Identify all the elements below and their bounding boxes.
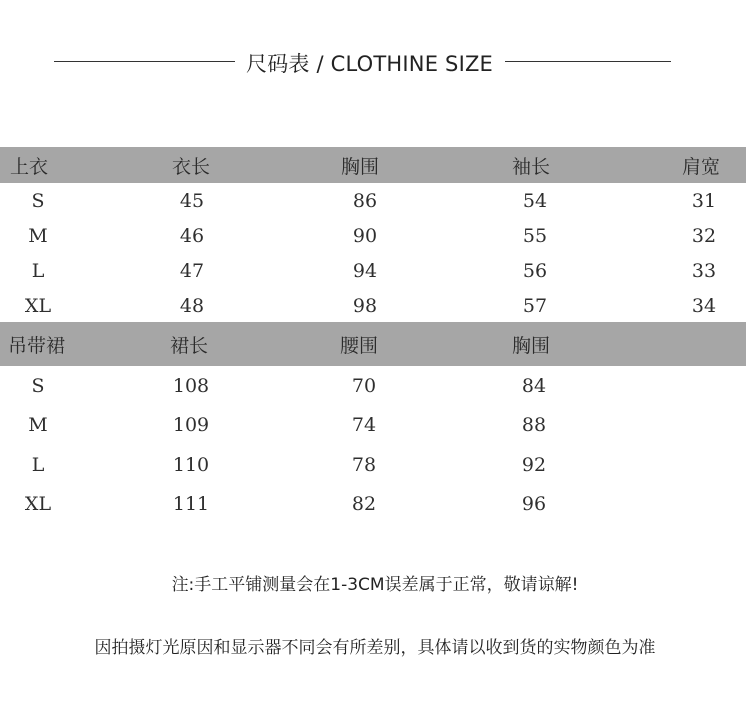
tops-header-category: 上衣 — [10, 155, 49, 178]
tops-header-length: 衣长 — [172, 155, 211, 178]
dress-header-length: 裙长 — [170, 334, 209, 357]
length-value: 110 — [172, 453, 210, 476]
table-row — [0, 183, 746, 218]
table-row — [0, 366, 746, 406]
size-label: XL — [24, 294, 52, 317]
tops-header-bust: 胸围 — [341, 155, 380, 178]
length-value: 46 — [179, 224, 205, 247]
size-chart-title: 尺码表 / CLOTHINE SIZE — [246, 52, 494, 76]
size-label: L — [31, 453, 45, 476]
waist-value: 78 — [351, 453, 377, 476]
size-label: L — [31, 259, 45, 282]
dress-size-table — [0, 322, 750, 524]
bust-value: 86 — [352, 189, 378, 212]
bust-value: 96 — [521, 493, 547, 516]
title-divider-left — [54, 61, 235, 62]
sleeve-value: 55 — [522, 224, 548, 247]
size-label: S — [31, 374, 45, 397]
tops-size-table — [0, 147, 750, 323]
tops-header-row — [0, 147, 746, 183]
bust-value: 92 — [521, 453, 547, 476]
size-label: M — [28, 414, 48, 437]
tops-header-sleeve: 袖长 — [512, 155, 551, 178]
table-row — [0, 253, 746, 288]
size-label: XL — [24, 493, 52, 516]
shoulder-value: 34 — [691, 294, 717, 317]
bust-value: 98 — [352, 294, 378, 317]
bust-value: 94 — [352, 259, 378, 282]
size-label: S — [31, 189, 45, 212]
tops-header-shoulder: 肩宽 — [682, 155, 721, 178]
color-difference-note: 因拍摄灯光原因和显示器不同会有所差别，具体请以收到货的实物颜色为准 — [94, 638, 656, 658]
bust-value: 90 — [352, 224, 378, 247]
length-value: 108 — [172, 374, 210, 397]
table-row — [0, 288, 746, 323]
length-value: 47 — [179, 259, 205, 282]
shoulder-value: 31 — [691, 189, 717, 212]
size-chart-title-bar — [0, 44, 750, 80]
length-value: 48 — [179, 294, 205, 317]
size-label: M — [28, 224, 48, 247]
length-value: 45 — [179, 189, 205, 212]
sleeve-value: 56 — [522, 259, 548, 282]
bust-value: 84 — [521, 374, 547, 397]
waist-value: 74 — [351, 414, 377, 437]
length-value: 111 — [172, 493, 210, 516]
shoulder-value: 32 — [691, 224, 717, 247]
sleeve-value: 54 — [522, 189, 548, 212]
measurement-error-note: 注:手工平铺测量会在1-3CM误差属于正常，敬请谅解! — [171, 575, 579, 595]
waist-value: 82 — [351, 493, 377, 516]
table-row — [0, 445, 746, 485]
shoulder-value: 33 — [691, 259, 717, 282]
waist-value: 70 — [351, 374, 377, 397]
title-divider-right — [505, 61, 671, 62]
dress-header-bust: 胸围 — [512, 334, 551, 357]
sleeve-value: 57 — [522, 294, 548, 317]
table-row — [0, 406, 746, 446]
dress-header-waist: 腰围 — [340, 334, 379, 357]
bust-value: 88 — [521, 414, 547, 437]
dress-header-category: 吊带裙 — [8, 334, 66, 357]
table-row — [0, 485, 746, 525]
length-value: 109 — [172, 414, 210, 437]
dress-header-row — [0, 322, 746, 366]
table-row — [0, 218, 746, 253]
